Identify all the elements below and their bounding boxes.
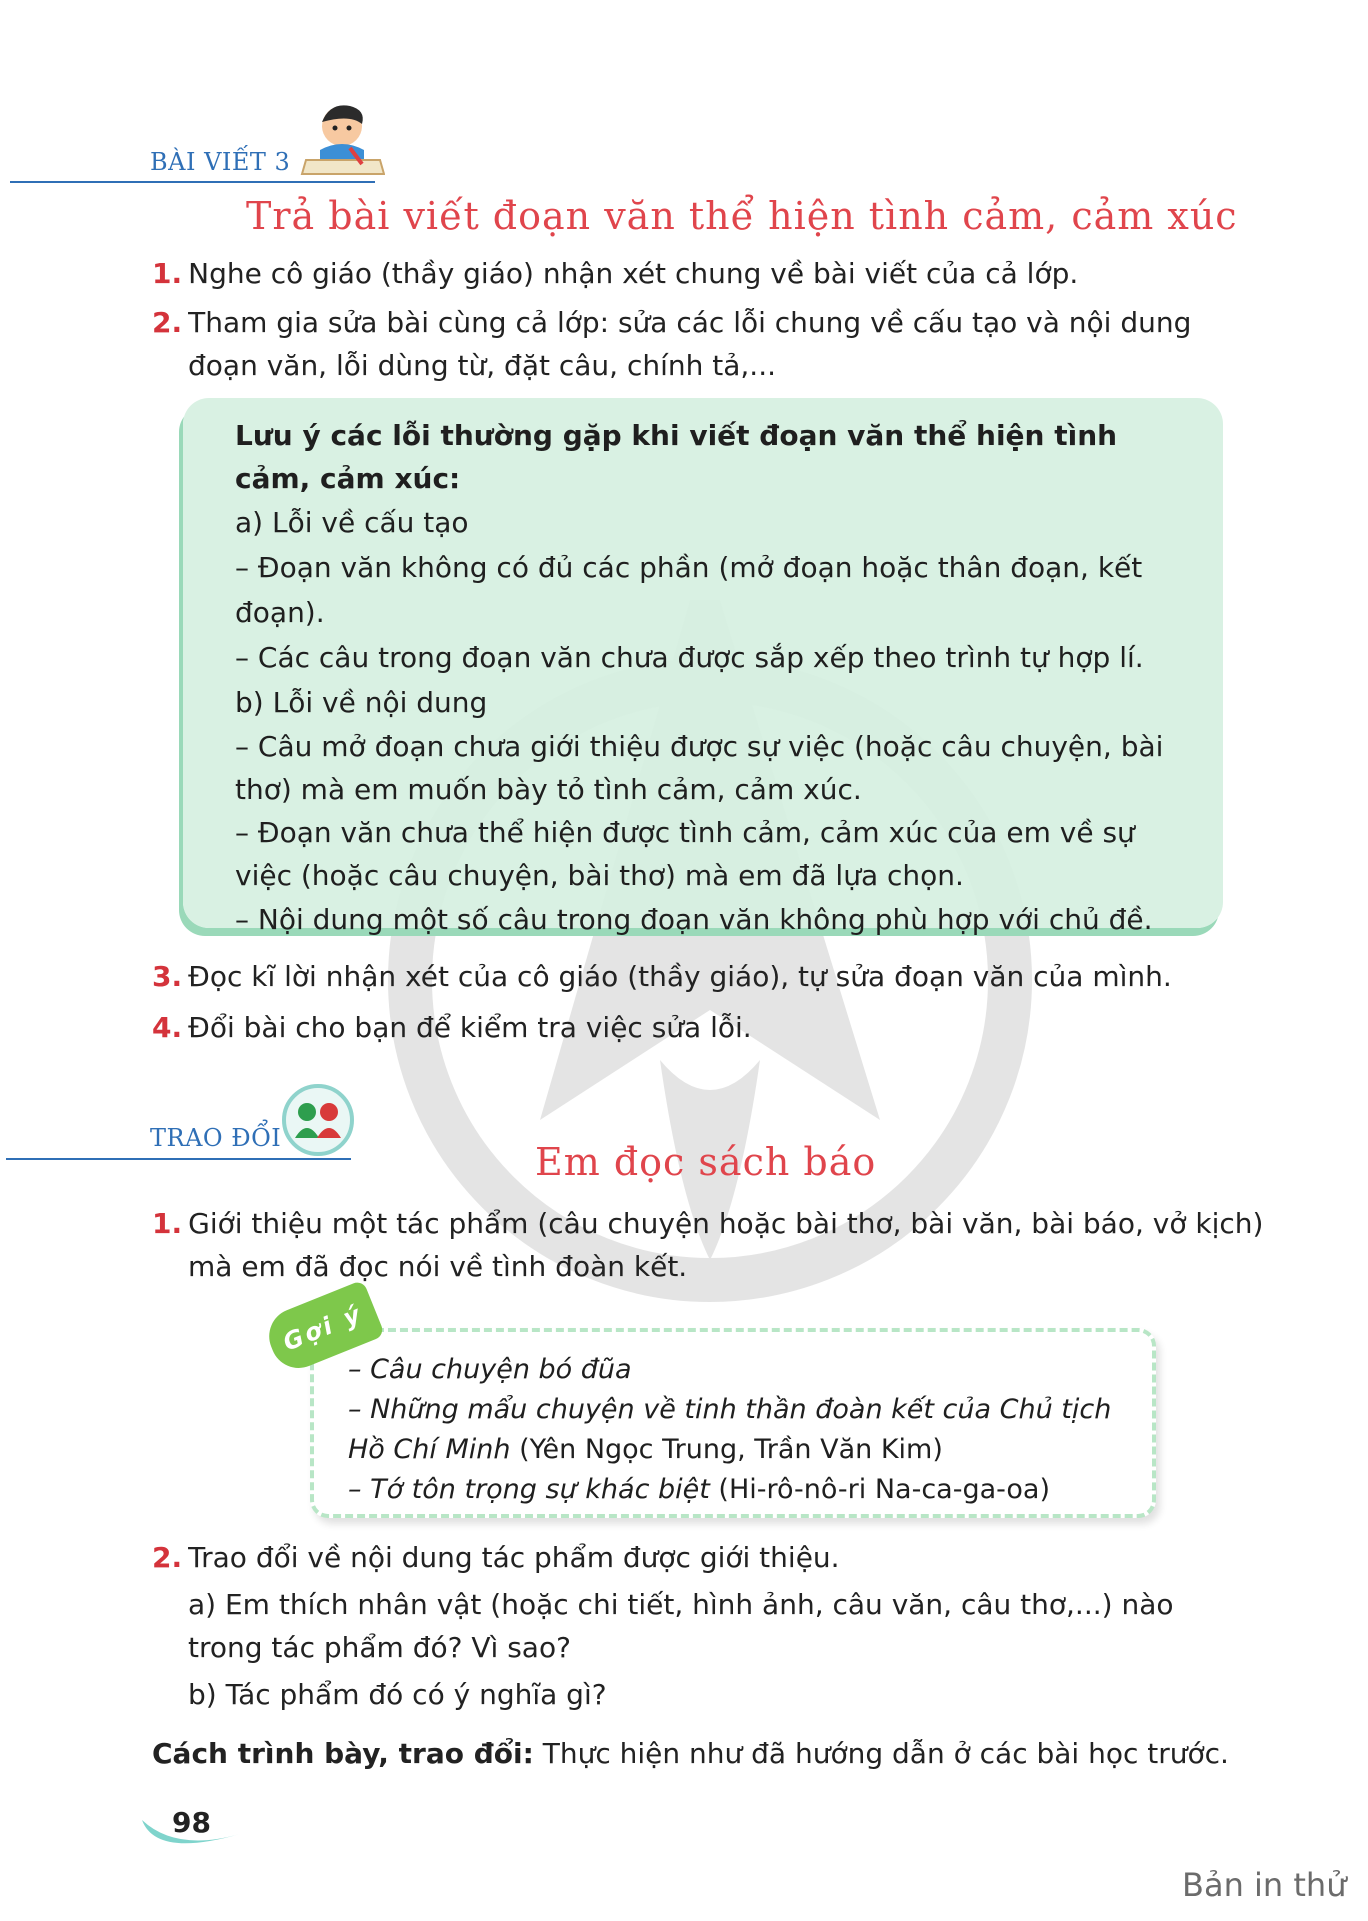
note-line: – Đoạn văn chưa thể hiện được tình cảm, cảm xúc của em về sự việc (hoặc câu chuyện, bài thơ) mà em đã lựa chọn. (235, 816, 1135, 892)
note-heading: Lưu ý các lỗi thường gặp khi viết đoạn văn thể hiện tình cảm, cảm xúc: (235, 419, 1118, 495)
task-text: Trao đổi về nội dung tác phẩm được giới thiệu. (188, 1541, 840, 1574)
hint-normal: (Yên Ngọc Trung, Trần Văn Kim) (510, 1434, 943, 1465)
note-line: – Các câu trong đoạn văn chưa được sắp xếp theo trình tự hợp lí. (235, 641, 1144, 674)
lesson-title: Trả bài viết đoạn văn thể hiện tình cảm, cảm xúc (246, 194, 1238, 238)
hint-content (348, 1350, 1111, 1510)
hint-line (348, 1470, 1111, 1510)
task-number: 2. (152, 1541, 183, 1574)
hint-italic: Hồ Chí Minh (348, 1434, 511, 1465)
hint-line (348, 1430, 1111, 1470)
task-line (152, 1536, 1252, 1579)
closing-label: Cách trình bày, trao đổi: (152, 1737, 534, 1770)
section-label: BÀI VIẾT 3 (150, 148, 291, 176)
student-writing-icon (300, 100, 385, 180)
hint-line: – Những mẩu chuyện về tinh thần đoàn kết của Chủ tịch (348, 1394, 1112, 1425)
hint-italic: – Tớ tôn trọng sự khác biệt (348, 1474, 710, 1505)
task-item-1 (152, 1202, 1288, 1288)
hint-line: – Câu chuyện bó đũa (348, 1354, 632, 1385)
task-text: Giới thiệu một tác phẩm (câu chuyện hoặc bài thơ, bài văn, bài báo, vở kịch) mà em đã đọc nói về tình đoàn kết. (188, 1207, 1264, 1283)
note-line: b) Lỗi về nội dung (235, 686, 488, 719)
sub-question-a: a) Em thích nhân vật (hoặc chi tiết, hình ảnh, câu văn, câu thơ,...) nào trong tác phẩm đó? Vì sao? (188, 1588, 1174, 1664)
task-number: 2. (152, 306, 183, 339)
task-number: 3. (152, 960, 183, 993)
print-draft-mark: Bản in thử (1182, 1866, 1347, 1904)
note-content (235, 414, 1195, 942)
task-item-2 (152, 301, 1252, 387)
task-text: Tham gia sửa bài cùng cả lớp: sửa các lỗi chung về cấu tạo và nội dung đoạn văn, lỗi dùng từ, đặt câu, chính tả,... (188, 306, 1192, 382)
task-text: Đổi bài cho bạn để kiểm tra việc sửa lỗi. (188, 1011, 752, 1044)
hint-normal: (Hi-rô-nô-ri Na-ca-ga-oa) (709, 1474, 1050, 1505)
task-item-1 (152, 252, 1252, 295)
note-line: a) Lỗi về cấu tạo (235, 506, 469, 539)
task-text: Đọc kĩ lời nhận xét của cô giáo (thầy giáo), tự sửa đoạn văn của mình. (188, 960, 1172, 993)
task-item-2 (152, 1536, 1252, 1716)
task-item-3 (152, 955, 1252, 998)
closing-instruction (152, 1732, 1252, 1775)
task-text: Nghe cô giáo (thầy giáo) nhận xét chung về bài viết của cả lớp. (188, 257, 1079, 290)
section-underline (10, 181, 375, 183)
hint-tag: Gợi ý (261, 1280, 385, 1377)
task-list-1 (152, 252, 1252, 387)
note-line: – Nội dung một số câu trong đoạn văn không phù hợp với chủ đề. (235, 903, 1153, 936)
task-list-2 (152, 955, 1252, 1049)
lesson-title: Em đọc sách báo (535, 1140, 877, 1184)
page-number: 98 (172, 1806, 211, 1839)
common-errors-note-box (183, 398, 1223, 936)
hint-box (310, 1328, 1156, 1518)
task-number: 4. (152, 1011, 183, 1044)
task-item-4 (152, 1006, 1252, 1049)
section-label: TRAO ĐỔI (150, 1124, 282, 1152)
closing-text: Thực hiện như đã hướng dẫn ở các bài học trước. (533, 1737, 1229, 1770)
note-line: – Câu mở đoạn chưa giới thiệu được sự việc (hoặc câu chuyện, bài thơ) mà em muốn bày tỏ tình cảm, cảm xúc. (235, 730, 1164, 806)
task-number: 1. (152, 257, 183, 290)
two-people-icon (280, 1082, 356, 1158)
section-underline (6, 1158, 351, 1160)
task-number: 1. (152, 1207, 183, 1240)
note-line: – Đoạn văn không có đủ các phần (mở đoạn hoặc thân đoạn, kết đoạn). (235, 551, 1143, 629)
sub-question-b: b) Tác phẩm đó có ý nghĩa gì? (188, 1678, 607, 1711)
